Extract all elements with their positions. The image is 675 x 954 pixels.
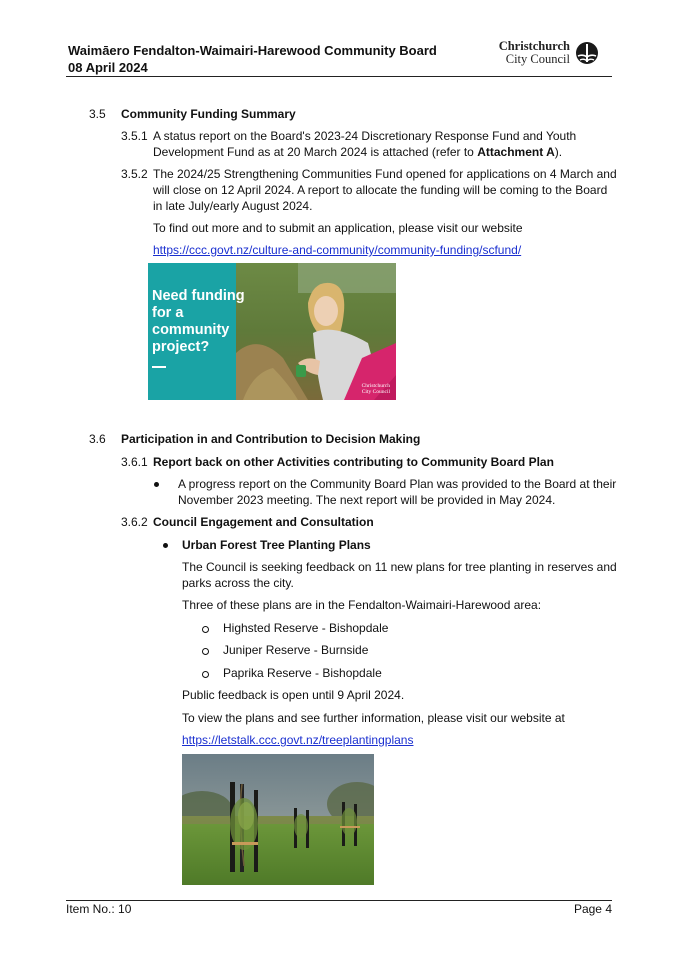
- circle-bullet-icon: [202, 648, 209, 655]
- paragraph-line: in late July/early August 2024.: [153, 199, 313, 213]
- scfund-link[interactable]: https://ccc.govt.nz/culture-and-community/community-funding/scfund/: [153, 243, 522, 257]
- banner-line: Need funding: [152, 288, 245, 304]
- banner-logo: [362, 383, 390, 395]
- logo-line-2: City Council: [505, 52, 570, 66]
- paragraph-line: November 2023 meeting. The next report will be provided in May 2024.: [178, 493, 556, 507]
- item-number: 3.5.2: [121, 167, 148, 181]
- header-divider: [66, 76, 612, 77]
- funding-banner-image: [148, 263, 396, 400]
- section-number: 3.6: [89, 432, 106, 446]
- banner-headline: [152, 288, 245, 356]
- paragraph-line: [153, 144, 562, 160]
- banner-line: for a: [152, 305, 184, 321]
- bullet-icon: [154, 482, 159, 487]
- paragraph-line: The 2024/25 Strengthening Communities Fund opened for applications on 4 March and: [153, 167, 617, 181]
- paragraph-line: A progress report on the Community Board Plan was provided to the Board at their: [178, 477, 617, 491]
- subsection-title: Council Engagement and Consultation: [153, 515, 374, 529]
- tree-planting-link[interactable]: https://letstalk.ccc.govt.nz/treeplantingplans: [182, 733, 414, 747]
- document-header: [68, 42, 437, 76]
- reserve-item: Juniper Reserve - Burnside: [223, 643, 369, 657]
- paragraph-line: A status report on the Board's 2023-24 Discretionary Response Fund and Youth: [153, 129, 577, 143]
- meeting-date: 08 April 2024: [68, 60, 148, 75]
- paragraph-line: The Council is seeking feedback on 11 new plans for tree planting in reserves and: [182, 560, 617, 574]
- item-number: 3.6.2: [121, 515, 148, 529]
- banner-logo-line: Christchurch: [361, 383, 390, 389]
- section-number: 3.5: [89, 107, 106, 121]
- reserve-item: Highsted Reserve - Bishopdale: [223, 621, 389, 635]
- council-logo: [496, 40, 606, 70]
- banner-line: project?: [152, 339, 210, 355]
- circle-bullet-icon: [202, 626, 209, 633]
- tree-photo-graphic: [182, 754, 374, 885]
- footer-divider: [66, 900, 612, 901]
- paragraph-line: parks across the city.: [182, 576, 294, 590]
- paragraph-line: To view the plans and see further information, please visit our website at: [182, 711, 565, 725]
- circle-bullet-icon: [202, 671, 209, 678]
- banner-logo-line: City Council: [361, 389, 390, 395]
- board-name: Waimāero Fendalton-Waimairi-Harewood Community Board: [68, 43, 437, 58]
- bullet-icon: [163, 543, 168, 548]
- paragraph-line: To find out more and to submit an application, please visit our website: [153, 221, 523, 235]
- reserve-item: Paprika Reserve - Bishopdale: [223, 666, 382, 680]
- text-span: Development Fund as at 20 March 2024 is attached (refer to: [153, 145, 478, 159]
- attachment-reference: Attachment A: [477, 145, 555, 159]
- subsection-title: Report back on other Activities contributing to Community Board Plan: [153, 455, 554, 469]
- item-number: 3.6.1: [121, 455, 148, 469]
- paragraph-line: Three of these plans are in the Fendalton-Waimairi-Harewood area:: [182, 598, 542, 612]
- item-number-footer: Item No.: 10: [66, 902, 132, 916]
- section-title: Community Funding Summary: [121, 107, 296, 121]
- council-emblem-icon: [574, 41, 600, 67]
- banner-line: community: [152, 322, 230, 338]
- item-number: 3.5.1: [121, 129, 148, 143]
- paragraph-line: Public feedback is open until 9 April 2024.: [182, 688, 405, 702]
- tree-planting-photo: [182, 754, 374, 885]
- bullet-title: Urban Forest Tree Planting Plans: [182, 538, 371, 552]
- logo-line-1: Christchurch: [498, 39, 570, 53]
- text-span: ).: [554, 145, 563, 159]
- banner-dash: [152, 366, 166, 368]
- section-title: Participation in and Contribution to Decision Making: [121, 432, 421, 446]
- page-number: Page 4: [573, 902, 612, 916]
- paragraph-line: will close on 12 April 2024. A report to allocate the funding will be coming to the Board: [153, 183, 608, 197]
